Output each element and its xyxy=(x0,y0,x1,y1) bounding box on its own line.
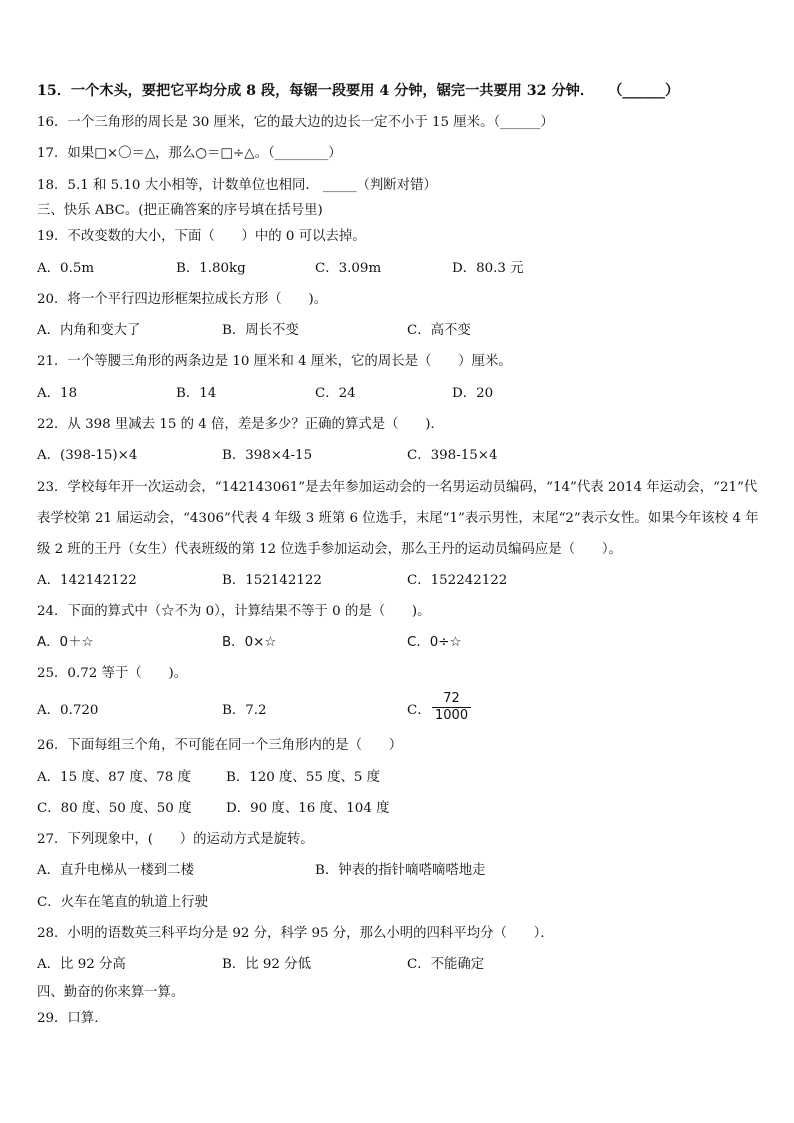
q23-option-a: A．142142122 xyxy=(37,573,137,588)
q23-option-b: B．152142122 xyxy=(222,573,322,588)
q20-option-b: B．周长不变 xyxy=(222,323,299,338)
q27-option-a: A．直升电梯从一楼到二楼 xyxy=(37,863,194,878)
q19-option-d: D．80.3 元 xyxy=(452,261,524,276)
question-23-line-3: 级 2 班的王丹（女生）代表班级的第 12 位选手参加运动会，那么王丹的运动员编码应是（ ）。 xyxy=(37,542,622,557)
question-15: 15．一个木头，要把它平均分成 8 段，每锯一段要用 4 分钟，锯完一共要用 32 分钟． （______） xyxy=(37,83,680,99)
q22-option-c: C．398-15×4 xyxy=(407,448,498,463)
question-25: 25．0.72 等于（ )。 xyxy=(37,666,188,681)
q27-option-b: B．钟表的指针嘀嗒嘀嗒地走 xyxy=(315,863,486,878)
q28-option-a: A．比 92 分高 xyxy=(37,957,126,972)
fraction-numerator: 72 xyxy=(443,691,460,706)
q22-option-a: A．(398-15)×4 xyxy=(37,448,138,463)
question-29: 29．口算. xyxy=(37,1011,99,1026)
question-16: 16．一个三角形的周长是 30 厘米，它的最大边的边长一定不小于 15 厘米。（______） xyxy=(37,115,554,130)
q27-option-c: C．火车在笔直的轨道上行驶 xyxy=(37,895,208,910)
q28-option-b: B．比 92 分低 xyxy=(222,957,311,972)
section-3-heading: 三、快乐 ABC。(把正确答案的序号填在括号里) xyxy=(37,203,323,218)
q28-option-c: C．不能确定 xyxy=(407,957,485,972)
q19-option-c: C．3.09m xyxy=(315,261,382,276)
question-19: 19．不改变数的大小，下面（ ）中的 0 可以去掉。 xyxy=(37,229,366,244)
q24-option-b: B．0×☆ xyxy=(222,635,277,650)
q20-option-c: C．高不变 xyxy=(407,323,471,338)
question-28: 28．小明的语数英三科平均分是 92 分，科学 95 分，那么小明的四科平均分（ ）． xyxy=(37,926,554,941)
question-23-line-2: 表学校第 21 届运动会，“4306”代表 4 年级 3 班第 6 位选手，末尾“1”表示男性，末尾“2”表示女性。如果今年该校 4 年 xyxy=(37,511,759,526)
q26-option-d: D．90 度、16 度、104 度 xyxy=(226,801,390,816)
q24-option-c: C．0÷☆ xyxy=(407,635,462,650)
q26-option-b: B．120 度、55 度、5 度 xyxy=(226,770,381,785)
fraction-denominator: 1000 xyxy=(432,707,471,724)
q25-option-b: B．7.2 xyxy=(222,703,267,718)
question-18: 18．5.1 和 5.10 大小相等，计数单位也相同． _____（判断对错） xyxy=(37,178,437,193)
q26-option-c: C．80 度、50 度、50 度 xyxy=(37,801,192,816)
q21-option-a: A．18 xyxy=(37,386,78,401)
section-4-heading: 四、勤奋的你来算一算。 xyxy=(37,985,185,1000)
q21-option-c: C．24 xyxy=(315,386,356,401)
q21-option-b: B．14 xyxy=(176,386,217,401)
question-22: 22．从 398 里减去 15 的 4 倍，差是多少？正确的算式是（ )． xyxy=(37,417,444,432)
question-27: 27．下列现象中，( ）的运动方式是旋转。 xyxy=(37,832,314,847)
question-20: 20．将一个平行四边形框架拉成长方形（ )。 xyxy=(37,292,328,307)
question-24: 24．下面的算式中（☆不为 0），计算结果不等于 0 的是（ )。 xyxy=(37,604,431,619)
q19-option-b: B．1.80kg xyxy=(176,261,246,276)
q25-option-c-fraction xyxy=(432,691,471,724)
q23-option-c: C．152242122 xyxy=(407,573,508,588)
q22-option-b: B．398×4-15 xyxy=(222,448,313,463)
q24-option-a: A．0＋☆ xyxy=(37,635,94,650)
q25-option-a: A．0.720 xyxy=(37,703,99,718)
question-21: 21．一个等腰三角形的两条边是 10 厘米和 4 厘米，它的周长是（ ）厘米。 xyxy=(37,354,512,369)
question-26: 26．下面每组三个角，不可能在同一个三角形内的是（ ） xyxy=(37,738,403,753)
q25-option-c-label: C． xyxy=(407,703,431,718)
question-23-line-1: 23．学校每年开一次运动会，“142143061”是去年参加运动会的一名男运动员编码，“14”代表 2014 年运动会，“21”代 xyxy=(37,480,758,495)
question-17: 17．如果□×〇＝△，那么○＝□÷△。（________） xyxy=(37,146,342,161)
q21-option-d: D．20 xyxy=(452,386,494,401)
q20-option-a: A．内角和变大了 xyxy=(37,323,141,338)
q19-option-a: A．0.5m xyxy=(37,261,95,276)
q26-option-a: A．15 度、87 度、78 度 xyxy=(37,770,191,785)
